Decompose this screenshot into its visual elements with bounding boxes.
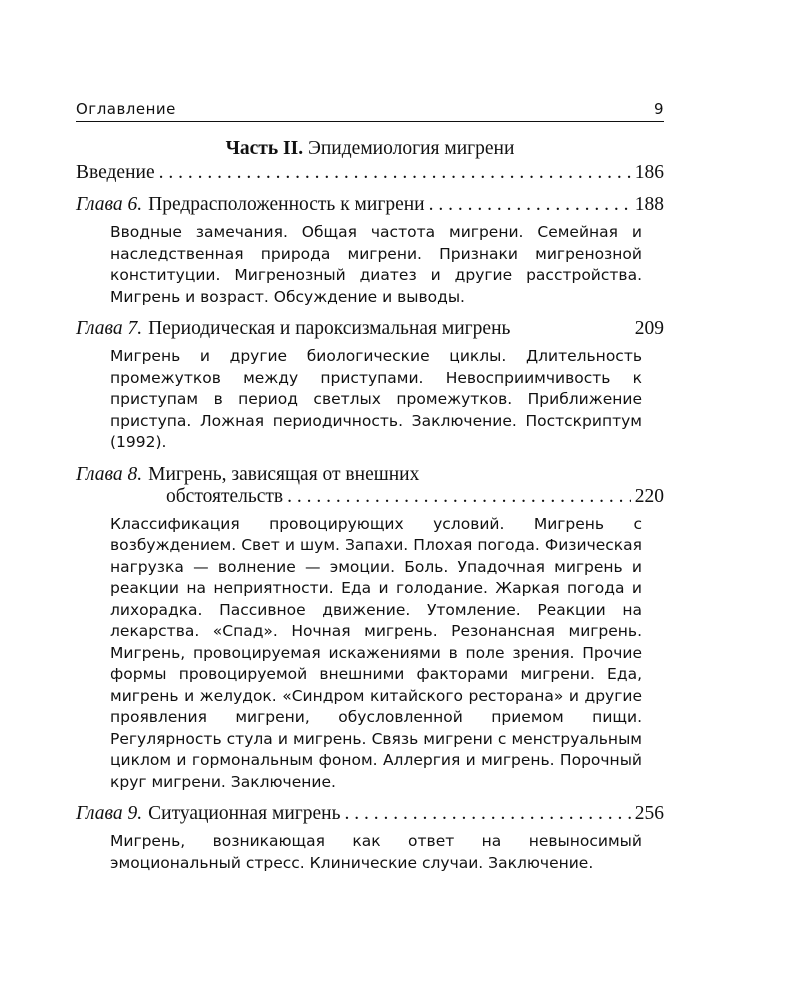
book-page [76,100,664,874]
chapter-description: Вводные замечания. Общая частота мигрени. Семейная и наследственная природа мигрени. Признаки мигренозной конституции. Мигренозный диатез и другие расстройства. Мигрень и возраст. Обсуждение и выводы. [110,223,642,306]
toc-page-number: 186 [634,162,664,183]
chapter-label: Глава 6. [76,194,143,215]
chapter-description: Классификация провоцирующих условий. Мигрень с возбуждением. Свет и шум. Запахи. Плохая погода. Физическая нагрузка — волнение — эмоции. Боль. Упадочная мигрень и реакции на неприятности. Еда и голодание. Жаркая погода и лихорадка. Пассивное движение. Утомление. Реакции на лекарства. «Спад». Ночная мигрень. Резонансная мигрень. Мигрень, провоцируемая искажениями в поле зрения. Прочие формы провоцируемой внешними факторами мигрени. Еда, мигрень и желудок. «Синдром китайского ресторана» и другие проявления мигрени, обусловленной приемом пищи. Регулярность стула и мигрень. Связь мигрени с менструальным циклом и гормональным фоном. Аллергия и мигрень. Порочный круг мигрени. Заключение. [110,514,642,791]
dot-leader [287,486,631,508]
running-head-title: Оглавление [76,100,176,118]
chapter-title-line2: обстоятельств [166,485,284,507]
part-heading [76,138,664,160]
chapter-title: Ситуационная мигрень [148,803,341,824]
toc-page-number: 220 [634,485,664,507]
chapter-title: Периодическая и пароксизмальная мигрень [148,318,511,339]
toc-entry-chapter-7[interactable] [76,318,664,340]
running-head-page-number: 9 [653,100,664,118]
chapter-title: Предрасположенность к мигрени [148,194,425,215]
chapter-description: Мигрень и другие биологические циклы. Длительность промежутков между приступами. Невосприимчивость к приступам в период светлых промежутков. Приближение приступа. Ложная периодичность. Заключение. Постскриптум (1992). [110,347,642,451]
chapter-label: Глава 9. [76,803,143,824]
toc-entry-intro[interactable] [76,162,664,184]
dot-leader [429,194,631,216]
toc-entry-title: Введение [76,162,155,183]
toc-page-number: 188 [634,194,664,215]
toc-page-number: 209 [634,318,664,339]
chapter-title-line1: Мигрень, зависящая от внешних [148,463,420,485]
part-label: Часть II. [225,138,304,159]
toc-entry-chapter-8[interactable] [76,464,664,508]
toc-entry-chapter-6[interactable] [76,194,664,216]
part-title: Эпидемиология мигрени [308,138,515,159]
toc-chapter-7 [76,318,664,454]
dot-leader [159,162,631,184]
running-head [76,100,664,122]
toc-page-number: 256 [634,803,664,824]
toc-entry-chapter-9[interactable] [76,803,664,825]
toc-chapter-8 [76,464,664,794]
chapter-label: Глава 8. [76,463,143,485]
dot-leader [345,803,631,825]
chapter-description: Мигрень, возникающая как ответ на невыносимый эмоциональный стресс. Клинические случаи. Заключение. [110,832,642,872]
chapter-label: Глава 7. [76,318,143,339]
toc-chapter-9 [76,803,664,874]
toc-chapter-6 [76,194,664,308]
